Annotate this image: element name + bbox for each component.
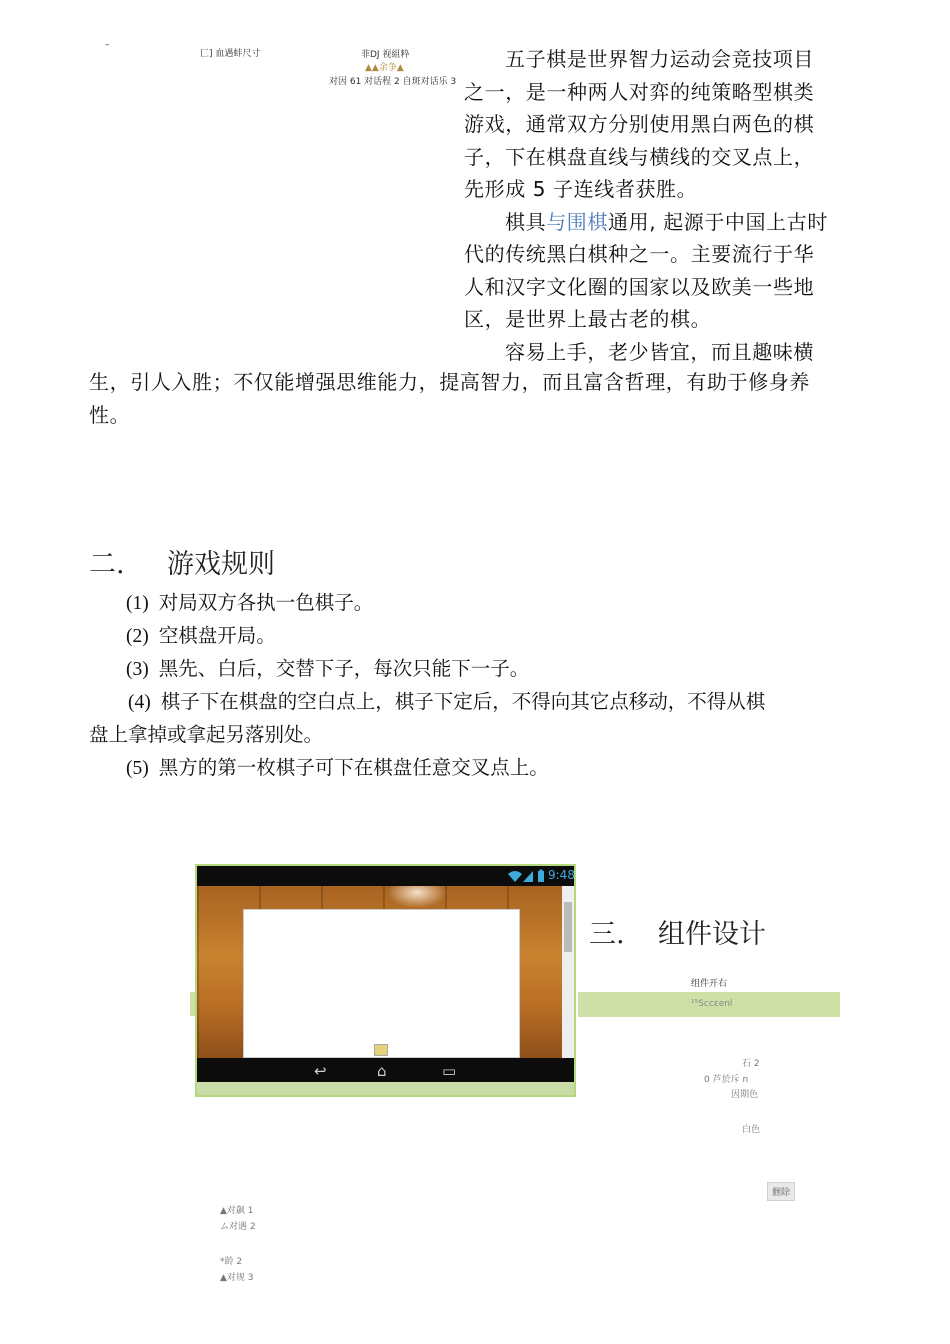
scrollbar[interactable] (562, 886, 574, 1058)
size-label: 匚] 血遇蚌尺寸 (200, 49, 261, 59)
section-title: 组件设计 (658, 919, 766, 950)
intro-paragraph-1 (464, 43, 844, 368)
dialog-labels: 对因 61 对话程 2 自斑对话乐 3 (329, 77, 457, 87)
intro-text: 通用, 起源于中国上古时 (608, 209, 828, 234)
intro-line: 性。 (89, 402, 131, 427)
tree-item[interactable]: *龄 2 (220, 1257, 243, 1267)
status-time: 9:48 (548, 868, 575, 882)
intro-line: 先形成 5 子连线者获胜。 (464, 177, 698, 201)
screen-component-label: ¹⁵Sccεenl (691, 999, 733, 1009)
rule-item (126, 586, 373, 620)
component-property: 石 2 (742, 1059, 760, 1069)
intro-line: 人和汉字文化圈的国家以及欧美一些地 (464, 274, 815, 299)
tree-item[interactable]: ム对遇 2 (220, 1222, 256, 1232)
view-component-label: 菲DJ 视組粋 (361, 50, 410, 60)
intro-line: 容易上手，老少皆宜，而且趣味横 (505, 339, 814, 364)
rule-number: (1) (126, 593, 149, 614)
intro-line: 之一，是一种两人对弈的纯策略型棋类 (464, 79, 815, 104)
intro-line: 五子棋是世界智力运动会竞技项目 (505, 47, 814, 71)
back-icon[interactable]: ↩ (314, 1062, 327, 1080)
delete-button[interactable]: 删除 (767, 1182, 795, 1201)
tree-item[interactable]: ▲对飙 1 (220, 1206, 254, 1216)
game-board-background (197, 886, 562, 1058)
component-panel-header: 组件开右 (691, 979, 728, 989)
intro-text: 棋具 (505, 209, 547, 234)
component-property: 0 芦於斥 n (704, 1075, 749, 1085)
intro-line (464, 206, 844, 239)
intro-line: 生，引人入胜；不仅能增强思维能力，提高智力，而且富含哲理，有助于修身养 (89, 370, 810, 394)
component-property: 因期色 (731, 1090, 759, 1100)
light-glow (387, 886, 447, 908)
section-number: 二. (89, 549, 125, 580)
scrollbar-thumb[interactable] (564, 902, 572, 952)
dispute-label: ▲▲余争▲ (365, 63, 404, 73)
battery-icon (537, 869, 545, 883)
wifi-signal-icon (507, 869, 535, 883)
intro-line: 代的传统黑白棋种之一。主要流行于华 (464, 242, 815, 266)
tree-item[interactable]: ▲对规 3 (220, 1273, 254, 1283)
section-number: 三. (589, 919, 625, 950)
weiqi-link[interactable]: 与围棋 (546, 209, 609, 234)
screen-component-item[interactable] (578, 992, 840, 1017)
rule-item (126, 619, 276, 653)
rule-item (128, 685, 765, 719)
rule-number: (2) (126, 626, 149, 647)
intro-line: 区，是世界上最古老的棋。 (464, 307, 712, 331)
nav-bar (197, 1058, 574, 1082)
rule-text: 空棋盘开局。 (158, 624, 276, 647)
rule-item (126, 751, 549, 785)
home-icon[interactable]: ⌂ (377, 1062, 387, 1080)
recent-apps-icon[interactable]: ▭ (442, 1062, 457, 1080)
rule-number: (3) (126, 659, 149, 680)
component-property: 白色 (742, 1125, 761, 1135)
status-bar (197, 866, 574, 886)
intro-paragraph-3 (89, 366, 869, 431)
intro-line: 子，下在棋盘直线与横线的交叉点上， (464, 144, 815, 169)
dialog-window[interactable] (243, 909, 520, 1058)
rule-continuation: 盘上拿掉或拿起另落别处。 (89, 723, 324, 746)
rule-item (126, 652, 529, 686)
rule-number: (4) (128, 692, 151, 713)
phone-preview (195, 864, 576, 1097)
rule-number: (5) (126, 758, 149, 779)
rule-text: 黑先、白后，交替下子，每次只能下一子。 (158, 657, 530, 680)
rule-text: 棋子下在棋盘的空白点上，棋子下定后，不得向其它点移动，不得从棋 (160, 690, 766, 713)
section-title: 游戏规则 (167, 549, 275, 580)
dash-mark: – (105, 40, 110, 50)
section-heading-components (589, 912, 766, 951)
rule-text: 对局双方各执一色棋子。 (158, 591, 374, 614)
section-heading-rules (89, 542, 275, 581)
image-icon (374, 1044, 388, 1056)
rule-text: 黑方的第一枚棋子可下在棋盘任意交叉点上。 (158, 756, 549, 779)
intro-line: 游戏，通常双方分别使用黑白两色的棋 (464, 112, 815, 136)
